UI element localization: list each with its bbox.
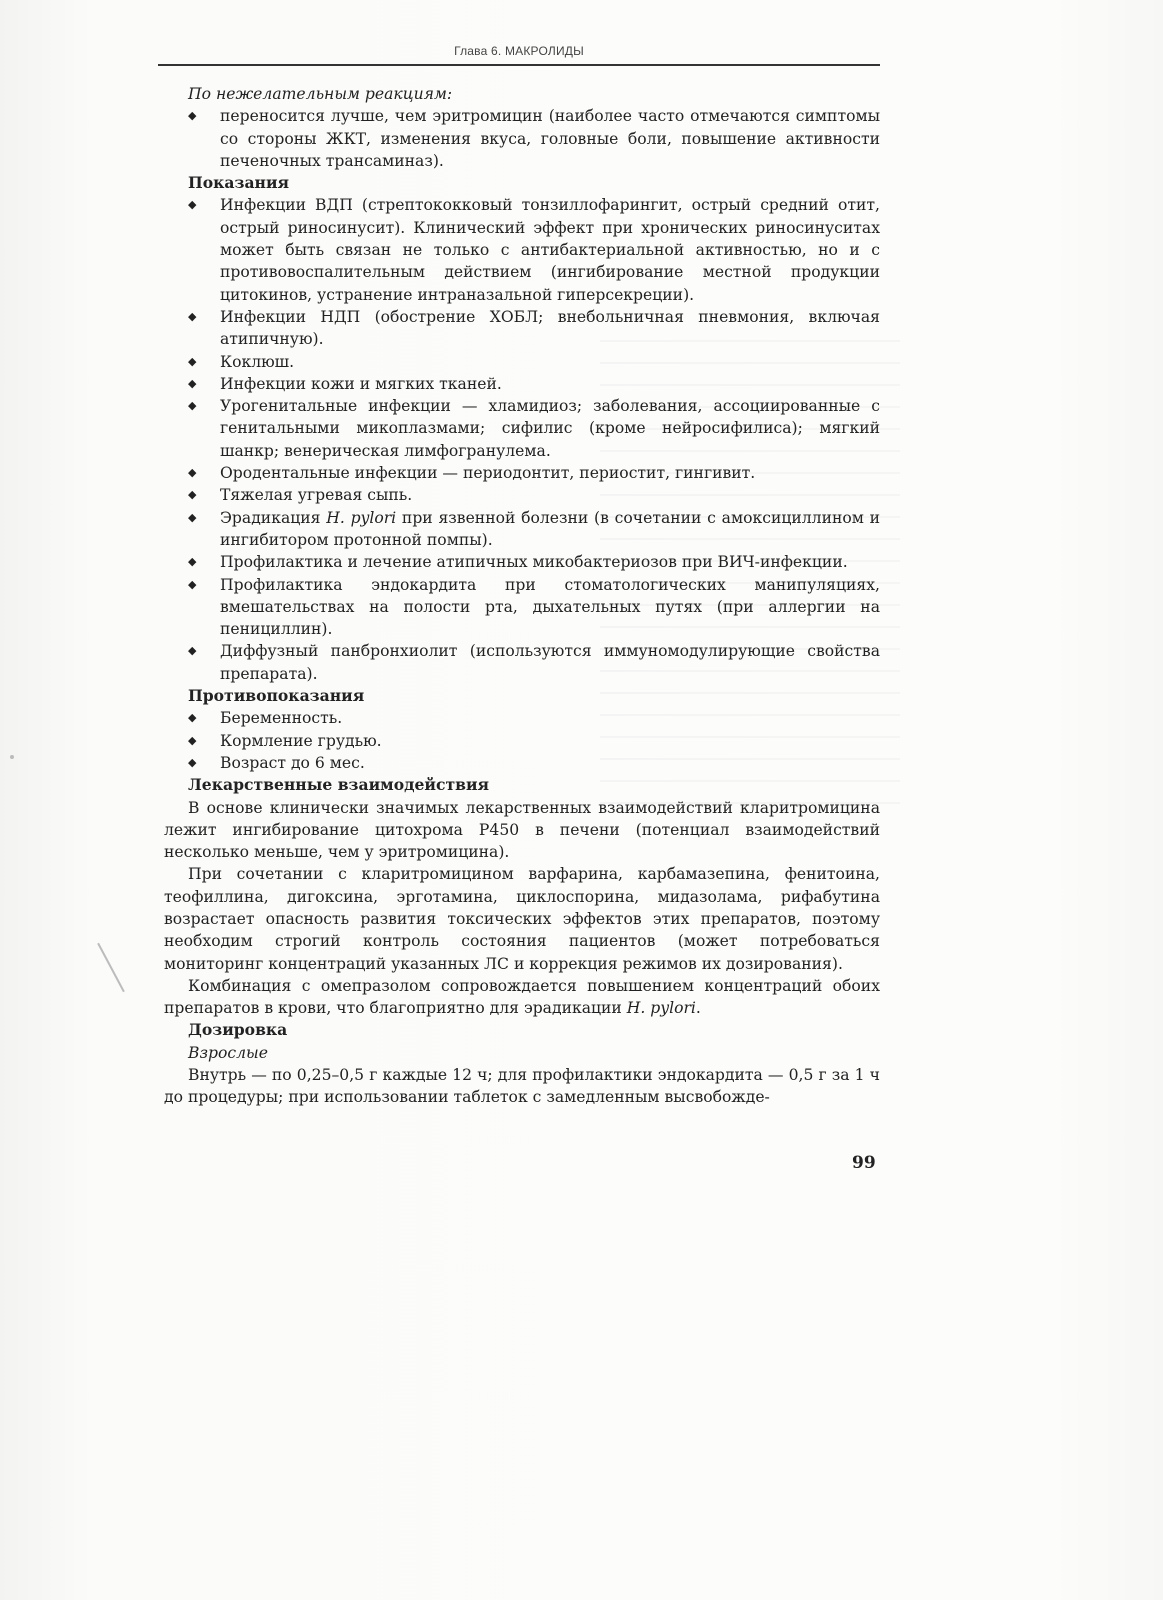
- list-item: [164, 194, 880, 305]
- adverse-reactions-list: [164, 105, 880, 172]
- bullet-icon: ◆: [188, 109, 197, 123]
- list-item-text: Тяжелая угревая сыпь.: [220, 486, 413, 505]
- bullet-icon: ◆: [188, 309, 197, 323]
- organism-name: H. pylori: [326, 508, 397, 527]
- list-item: [164, 395, 880, 462]
- list-item-text: Кормление грудью.: [220, 731, 382, 750]
- list-item: [164, 707, 880, 729]
- bullet-icon: ◆: [188, 711, 197, 725]
- page-body: [164, 83, 880, 1109]
- running-header: [158, 40, 880, 66]
- bullet-icon: ◆: [188, 644, 197, 658]
- bullet-icon: ◆: [188, 555, 197, 569]
- list-item-text: Диффузный панбронхиолит (используются иммуномодулирующие свойства препарата).: [220, 642, 880, 683]
- list-item-text: Профилактика эндокардита при стоматологических манипуляциях, вмешательствах на полости рта, дыхательных путях (при аллергии на пенициллин).: [220, 575, 880, 639]
- paragraph: Внутрь — по 0,25–0,5 г каждые 12 ч; для профилактики эндокардита — 0,5 г за 1 ч до процедуры; при использовании таблеток с замедленным высвобожде-: [164, 1066, 880, 1107]
- bullet-icon: ◆: [188, 733, 197, 747]
- paragraph: В основе клинически значимых лекарственных взаимодействий кларитромицина лежит ингибирование цитохрома Р450 в печени (потенциал взаимодействий несколько меньше, чем у эритромицина).: [164, 798, 880, 862]
- bullet-icon: ◆: [188, 755, 197, 769]
- list-item: [164, 752, 880, 774]
- bullet-icon: ◆: [188, 510, 197, 524]
- paragraph: [164, 975, 880, 1020]
- list-item: [164, 306, 880, 351]
- indications-list: [164, 194, 880, 685]
- interactions-heading: Лекарственные взаимодействия: [188, 775, 490, 795]
- bullet-icon: ◆: [188, 577, 197, 591]
- list-item-text: Ородентальные инфекции — периодонтит, периостит, гингивит.: [220, 464, 756, 483]
- list-item-text: Инфекции кожи и мягких тканей.: [220, 374, 502, 393]
- contraindications-heading: Противопоказания: [188, 686, 365, 706]
- bullet-icon: ◆: [188, 376, 197, 390]
- list-item: [164, 551, 880, 573]
- list-item-text: Инфекции НДП (обострение ХОБЛ; внебольничная пневмония, включая атипичную).: [220, 307, 880, 349]
- list-item-text: Возраст до 6 мес.: [220, 753, 365, 772]
- list-item: [164, 507, 880, 552]
- adults-heading: Взрослые: [188, 1043, 268, 1062]
- paragraph-prefix: Комбинация с омепразолом сопровождается повышением концентраций обоих препаратов в крови, что благоприятно для эрадикации: [164, 976, 880, 1018]
- bullet-icon: ◆: [188, 198, 197, 212]
- list-item: [164, 351, 880, 373]
- list-item: [164, 105, 880, 172]
- list-item-text: Урогенитальные инфекции — хламидиоз; заболевания, ассоциированные с генитальными микоплазмами; сифилис (кроме нейросифилиса); мягкий шанкр; венерическая лимфогранулема.: [220, 397, 880, 460]
- list-item-text: переносится лучше, чем эритромицин (наиболее часто отмечаются симптомы со стороны ЖКТ, изменения вкуса, головные боли, повышение активности печеночных трансаминаз).: [220, 107, 880, 170]
- list-item-text: Инфекции ВДП (стрептококковый тонзиллофарингит, острый средний отит, острый риносинусит). Клинический эффект при хронических риносинуситах может быть связан не только с антибактериальной активностью, но и с противовоспалительным действием (ингибирование местной продукции цитокинов, устранение интраназальной гиперсекреции).: [220, 196, 880, 304]
- list-item: [164, 373, 880, 395]
- scan-artifact-dot: [10, 755, 14, 759]
- hp-item-prefix: Эрадикация: [220, 508, 327, 527]
- paragraph-suffix: .: [695, 999, 701, 1018]
- bullet-icon: ◆: [188, 466, 197, 480]
- dosage-heading: Дозировка: [188, 1020, 288, 1040]
- paragraph: При сочетании с кларитромицином варфарина, карбамазепина, фенитоина, теофиллина, дигоксина, эрготамина, циклоспорина, мидазолама, рифабутина возрастает опасность развития токсических эффектов этих препаратов, поэтому необходим строгий контроль состояния пациентов (может потребоваться мониторинг концентраций указанных ЛС и коррекция режимов их дозирования).: [164, 865, 880, 973]
- list-item-text: Профилактика и лечение атипичных микобактериозов при ВИЧ-инфекции.: [220, 553, 848, 572]
- list-item: [164, 640, 880, 685]
- list-item: [164, 484, 880, 506]
- page-number: 99: [852, 1153, 876, 1173]
- organism-name: H. pylori: [626, 999, 696, 1018]
- list-item: [164, 730, 880, 752]
- contraindications-list: [164, 707, 880, 774]
- bullet-icon: ◆: [188, 488, 197, 502]
- bullet-icon: ◆: [188, 399, 197, 413]
- list-item-text: Коклюш.: [220, 352, 295, 371]
- bullet-icon: ◆: [188, 354, 197, 368]
- list-item: [164, 462, 880, 484]
- hp-item-suffix: при язвенной болезни (в сочетании с амоксициллином и ингибитором протонной помпы).: [220, 508, 881, 549]
- adverse-reactions-heading: По нежелательным реакциям:: [188, 85, 453, 103]
- list-item-text: Беременность.: [220, 709, 343, 728]
- indications-heading: Показания: [188, 173, 290, 193]
- chapter-title: Глава 6. МАКРОЛИДЫ: [454, 44, 584, 58]
- list-item: [164, 574, 880, 641]
